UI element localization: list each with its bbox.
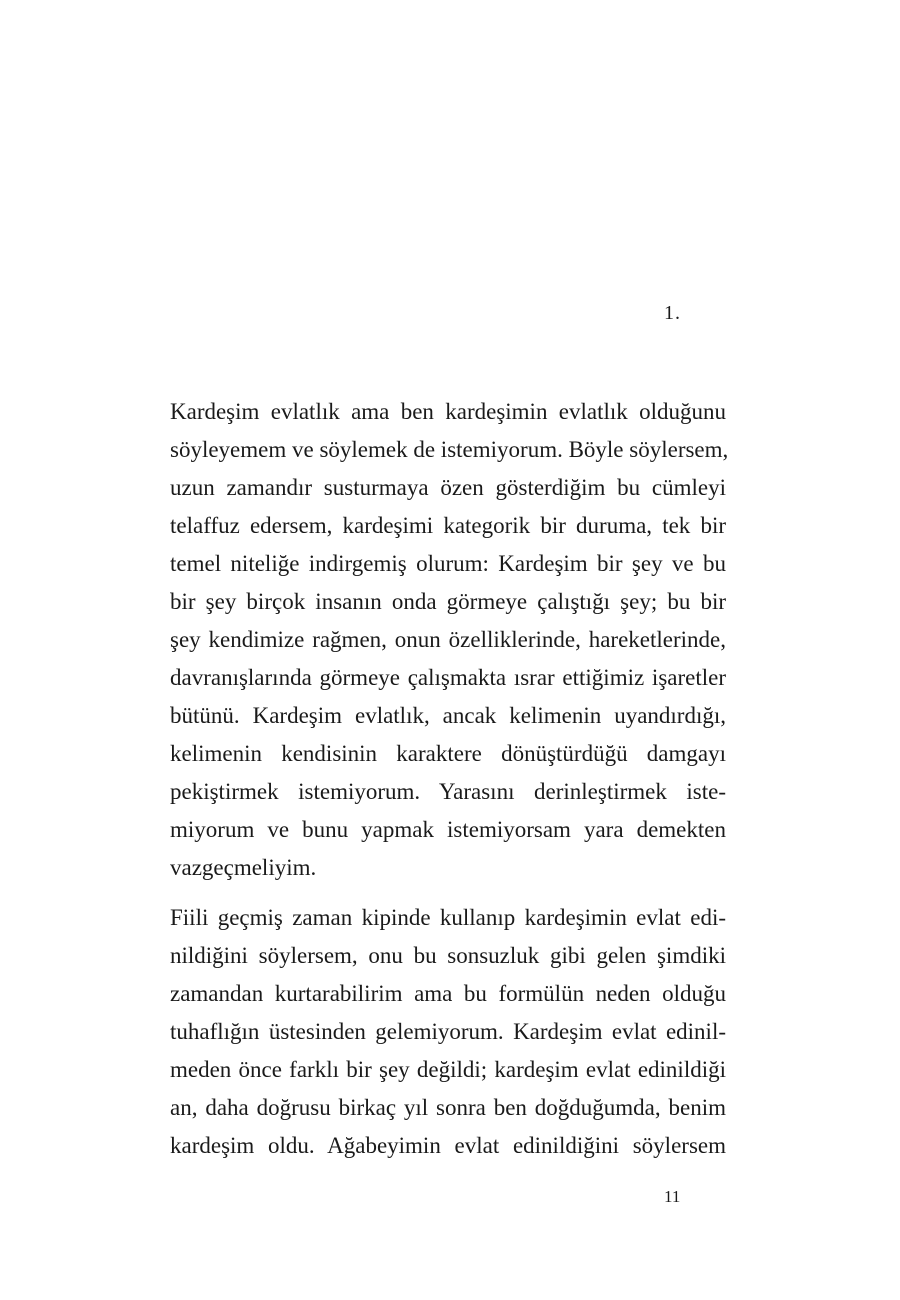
paragraph-spacer bbox=[170, 887, 726, 899]
text-line: meden önce farklı bir şey değildi; kardeşim evlat edinildiği bbox=[170, 1057, 726, 1082]
text-line: tuhaflığın üstesinden gelemiyorum. Kardeşim evlat edinil- bbox=[170, 1019, 726, 1044]
text-line: şey kendimize rağmen, onun özelliklerinde, hareketlerinde, bbox=[170, 627, 726, 652]
chapter-number: 1. bbox=[664, 302, 681, 324]
text-line: zamandan kurtarabilirim ama bu formülün neden olduğu bbox=[170, 981, 726, 1006]
text-line: an, daha doğrusu birkaç yıl sonra ben doğduğumda, benim bbox=[170, 1095, 726, 1120]
text-line: kelimenin kendisinin karaktere dönüştürdüğü damgayı bbox=[170, 741, 726, 766]
paragraph-1 bbox=[170, 393, 729, 887]
text-line: telaffuz edersem, kardeşimi kategorik bir duruma, tek bir bbox=[170, 513, 726, 538]
text-line: vazgeçmeliyim. bbox=[170, 855, 317, 880]
page-number: 11 bbox=[664, 1187, 681, 1206]
text-line: temel niteliğe indirgemiş olurum: Kardeşim bir şey ve bu bbox=[170, 551, 726, 576]
text-line: uzun zamandır susturmaya özen gösterdiğim bu cümleyi bbox=[170, 475, 726, 500]
text-line: bütünü. Kardeşim evlatlık, ancak kelimenin uyandırdığı, bbox=[170, 703, 726, 728]
text-line: Kardeşim evlatlık ama ben kardeşimin evlatlık olduğunu bbox=[170, 399, 726, 424]
body-text bbox=[170, 393, 729, 1165]
text-line: Fiili geçmiş zaman kipinde kullanıp kardeşimin evlat edi- bbox=[170, 905, 726, 930]
text-line: davranışlarında görmeye çalışmakta ısrar ettiğimiz işaretler bbox=[170, 665, 726, 690]
paragraph-2 bbox=[170, 899, 726, 1165]
text-line: söyleyemem ve söylemek de istemiyorum. Böyle söylersem, bbox=[170, 437, 729, 462]
text-line: miyorum ve bunu yapmak istemiyorsam yara demekten bbox=[170, 817, 726, 842]
text-line: nildiğini söylersem, onu bu sonsuzluk gibi gelen şimdiki bbox=[170, 943, 726, 968]
text-line: pekiştirmek istemiyorum. Yarasını derinleştirmek iste- bbox=[170, 779, 726, 804]
text-line: kardeşim oldu. Ağabeyimin evlat edinildiğini söylersem bbox=[170, 1133, 726, 1158]
text-line: bir şey birçok insanın onda görmeye çalıştığı şey; bu bir bbox=[170, 589, 726, 614]
